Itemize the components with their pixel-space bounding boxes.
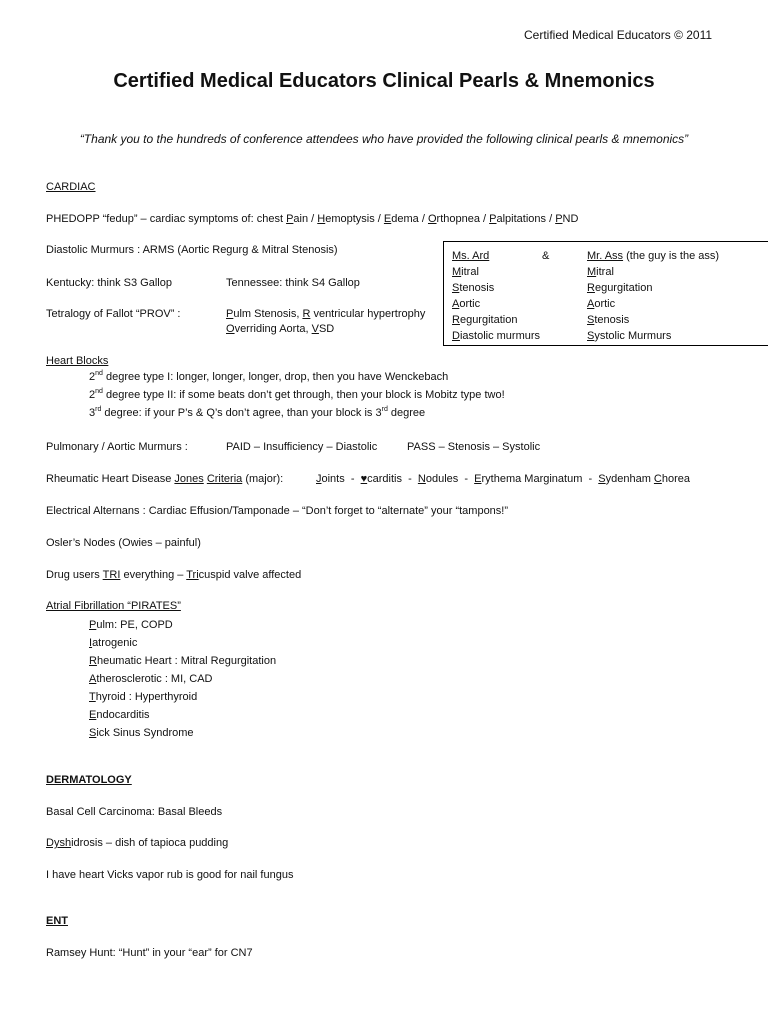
drug-users-line: Drug users TRI everything – Tricuspid valve affected xyxy=(46,569,302,581)
list-item: Stenosis xyxy=(587,314,630,326)
list-item: Stenosis xyxy=(452,282,495,294)
section-heading-ent: ENT xyxy=(46,915,68,927)
list-item: Systolic Murmurs xyxy=(587,330,672,342)
list-item: Mitral xyxy=(587,266,614,278)
list-item: Iatrogenic xyxy=(89,637,138,649)
list-item: Aortic xyxy=(587,298,616,310)
mr-ass-column: Mr. Ass (the guy is the ass) Mitral Regurgitation Aortic Stenosis Systolic Murmurs xyxy=(587,250,720,342)
ramsey-hunt-line: Ramsey Hunt: “Hunt” in your “ear” for CN7 xyxy=(46,947,253,959)
mr-ass-title: Mr. Ass xyxy=(587,250,624,262)
oslers-nodes-line: Osler’s Nodes (Owies – painful) xyxy=(46,537,201,549)
section-heading-cardiac: CARDIAC xyxy=(46,181,96,193)
list-item: Atherosclerotic : MI, CAD xyxy=(89,673,213,685)
copyright-notice: Certified Medical Educators © 2011 xyxy=(524,28,713,42)
list-item: Diastolic murmurs xyxy=(452,330,541,342)
tennessee-line: Tennessee: think S4 Gallop xyxy=(226,277,360,289)
list-item: Mitral xyxy=(452,266,479,278)
pass-line: PASS – Stenosis – Systolic xyxy=(407,441,541,453)
pirates-list xyxy=(89,616,276,742)
ampersand: & xyxy=(542,250,550,262)
atrial-fibrillation-heading: Atrial Fibrillation “PIRATES” xyxy=(46,600,181,612)
tetralogy-line-1: Pulm Stenosis, R ventricular hypertrophy xyxy=(226,308,426,320)
list-item: Pulm: PE, COPD xyxy=(89,619,173,631)
heart-blocks-heading: Heart Blocks xyxy=(46,355,109,367)
section-heading-dermatology: DERMATOLOGY xyxy=(46,774,132,786)
heart-block-line-2: 2nd degree type II: if some beats don’t get through, then your block is Mobitz type two! xyxy=(89,388,505,401)
heart-block-line-1: 2nd degree type I: longer, longer, longer, drop, then you have Wenckebach xyxy=(89,370,449,383)
tetralogy-label: Tetralogy of Fallot “PROV” : xyxy=(46,308,181,320)
page-title: Certified Medical Educators Clinical Pearls & Mnemonics xyxy=(113,70,655,92)
list-item: Regurgitation xyxy=(452,314,518,326)
jones-criteria-items: Joints - ♥carditis - Nodules - Erythema Marginatum - Sydenham Chorea xyxy=(316,473,691,485)
dyshidrosis-line: Dyshidrosis – dish of tapioca pudding xyxy=(46,837,229,849)
list-item: Thyroid : Hyperthyroid xyxy=(89,691,198,703)
heart-icon: ♥ xyxy=(360,473,368,485)
list-item: Regurgitation xyxy=(587,282,653,294)
vicks-line: I have heart Vicks vapor rub is good for nail fungus xyxy=(46,869,294,881)
paid-line: PAID – Insufficiency – Diastolic xyxy=(226,441,378,453)
basal-cell-line: Basal Cell Carcinoma: Basal Bleeds xyxy=(46,806,223,818)
diastolic-murmurs-line: Diastolic Murmurs : ARMS (Aortic Regurg & Mitral Stenosis) xyxy=(46,244,338,256)
ms-ard-column xyxy=(452,248,540,344)
pulmonary-aortic-label: Pulmonary / Aortic Murmurs : xyxy=(46,441,188,453)
thanks-quote: “Thank you to the hundreds of conference attendees who have provided the following clinical pearls & mnemonics” xyxy=(79,132,689,146)
list-item: Endocarditis xyxy=(89,709,150,721)
jones-criteria-label: Rheumatic Heart Disease Jones Criteria (major): xyxy=(46,473,284,485)
ms-ard-title: Ms. Ard xyxy=(452,250,490,262)
list-item: Rheumatic Heart : Mitral Regurgitation xyxy=(89,655,277,667)
electrical-alternans-line: Electrical Alternans : Cardiac Effusion/Tamponade – “Don’t forget to “alternate” your “tampons!” xyxy=(46,505,509,517)
tetralogy-line-2: Overriding Aorta, VSD xyxy=(226,323,335,335)
list-item: Sick Sinus Syndrome xyxy=(89,727,194,739)
kentucky-line: Kentucky: think S3 Gallop xyxy=(46,277,172,289)
heart-block-line-3: 3rd degree: if your P’s & Q’s don’t agree, than your block is 3rd degree xyxy=(89,406,426,419)
list-item: Aortic xyxy=(452,298,481,310)
mnemonic-box xyxy=(443,241,768,346)
phedopp-line: PHEDOPP “fedup” – cardiac symptoms of: chest Pain / Hemoptysis / Edema / Orthopnea / Palpitations / PND xyxy=(46,213,579,225)
